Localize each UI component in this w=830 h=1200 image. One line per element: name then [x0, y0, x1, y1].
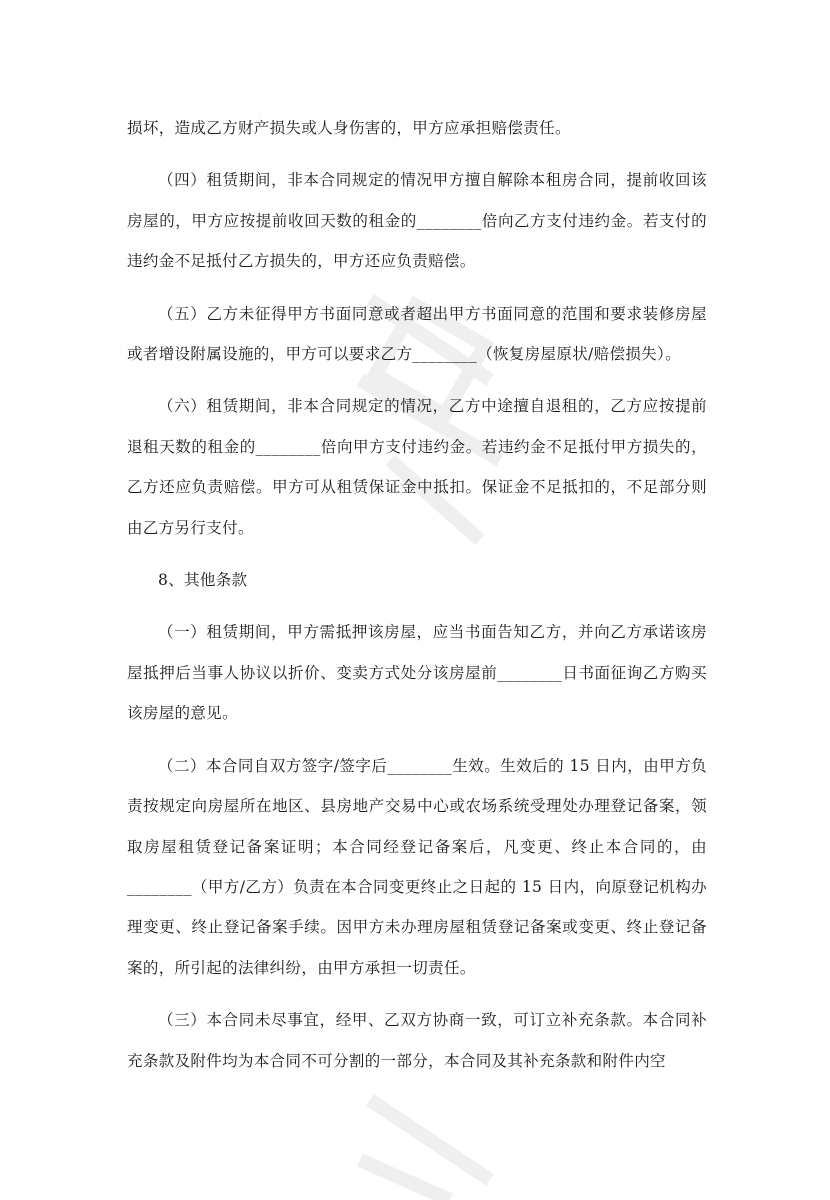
paragraph-other-clause-3: （三）本合同未尽事宜，经甲、乙双方协商一致，可订立补充条款。本合同补充条款及附件均为本合同不可分割的一部分，本合同及其补充条款和附件内空 [127, 1011, 707, 1070]
paragraph-damage-liability: 损坏，造成乙方财产损失或人身伤害的，甲方应承担赔偿责任。 [127, 119, 571, 137]
watermark-stamp-icon-bottom [330, 1080, 530, 1200]
paragraph-clause-5: （五）乙方未征得甲方书面同意或者超出甲方书面同意的范围和要求装修房屋或者增设附属设施的，甲方可以要求乙方________（恢复房屋原状/赔偿损失）。 [127, 304, 707, 364]
paragraph-clause-6: （六）租赁期间，非本合同规定的情况，乙方中途擅自退租的，乙方应按提前退租天数的租金的________倍向甲方支付违约金。若违约金不足抵付甲方损失的，乙方还应负责赔偿。甲方可从租赁保证金中抵扣。保证金不足抵扣的，不足部分则由乙方另行支付。 [127, 397, 707, 537]
paragraph-clause-4: （四）租赁期间，非本合同规定的情况甲方擅自解除本租房合同，提前收回该房屋的，甲方应按提前收回天数的租金的________倍向乙方支付违约金。若支付的违约金不足抵付乙方损失的，甲方还应负责赔偿。 [127, 171, 707, 271]
contract-body [127, 108, 707, 1093]
section-heading-other-terms: 8、其他条款 [158, 571, 248, 590]
paragraph-other-clause-2: （二）本合同自双方签字/签字后________生效。生效后的 15 日内，由甲方负责按规定向房屋所在地区、县房地产交易中心或农场系统受理处办理登记备案，领取房屋租赁登记备案证明；本合同经登记备案后，凡变更、终止本合同的，由________（甲方/乙方）负责在本合同变更终止之日起的 15 日内，向原登记机构办理变更、终止登记备案手续。因甲方未办理房屋租赁登记备案或变更、终止登记备案的，所引起的法律纠纷，由甲方承担一切责任。 [127, 756, 707, 977]
paragraph-other-clause-1: （一）租赁期间，甲方需抵押该房屋，应当书面告知乙方，并向乙方承诺该房屋抵押后当事人协议以折价、变卖方式处分该房屋前________日书面征询乙方购买该房屋的意见。 [127, 623, 707, 723]
